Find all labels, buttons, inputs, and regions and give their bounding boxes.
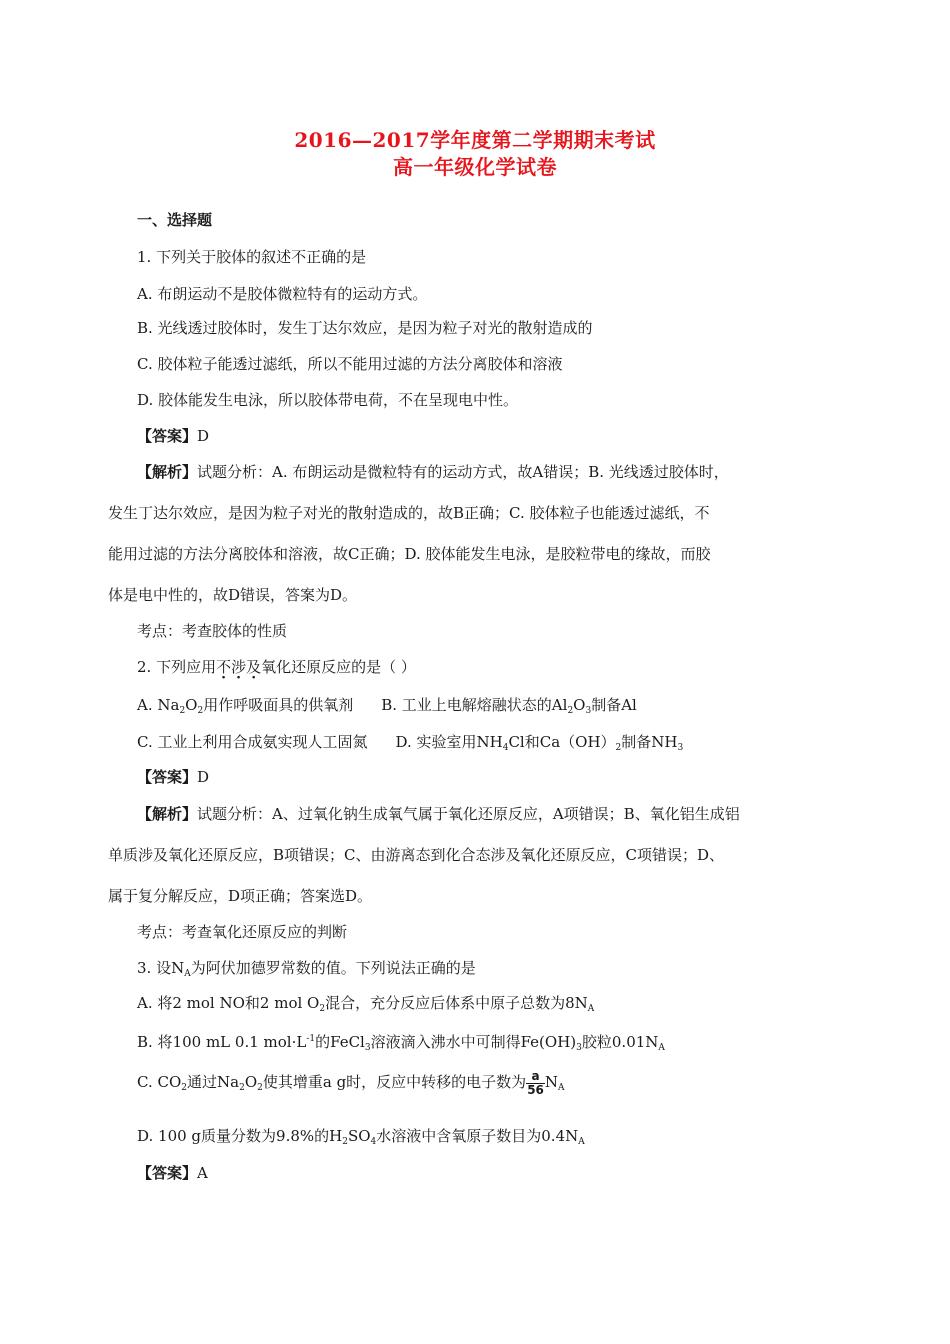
q2-option-d: D. 实验室用$NH_4Cl$和$Ca(OH)_2$制备$NH_3$ — [395, 733, 684, 753]
q1-answer-value: D — [197, 427, 210, 445]
exam-title: 2016—2017学年度第二学期期末考试 — [294, 128, 656, 152]
q3-option-c: C. $CO_2$通过$Na_2O_2$使其增重a g时，反应中转移的电子数为 $\frac{a}{56}$ $N_A$ — [137, 1068, 565, 1097]
q1-stem: 1. 下列关于胶体的叙述不正确的是 — [137, 248, 367, 266]
q2-option-a: A. $Na_2O_2$用作呼吸面具的供氧剂 — [137, 696, 354, 716]
q2-analysis-line-2: 单质涉及氧化还原反应，B项错误；C、由游离态到化合态涉及氧化还原反应，C项错误；D、 — [108, 846, 725, 864]
q2-option-c: C. 工业上利用合成氨实现人工固氮 — [137, 733, 368, 751]
fraction-a-over-56: $\frac{a}{56}$ — [527, 1068, 544, 1097]
q2-emphasis-char-3: 及 — [246, 658, 262, 676]
q1-option-b: B. 光线透过胶体时，发生丁达尔效应，是因为粒子对光的散射造成的 — [137, 319, 593, 337]
q2-emphasis-char-2: 涉 — [231, 658, 247, 676]
q1-option-d: D. 胶体能发生电泳，所以胶体带电荷，不在呈现电中性。 — [137, 391, 519, 409]
q2-point: 考点：考查氧化还原反应的判断 — [137, 923, 348, 941]
q3-option-b: B. 将100 mL 0.1 $mol\cdot L^{-1}$的FeCl$_3$溶液滴入沸水中可制得$Fe(OH)_3$胶粒$0.01N_A$ — [137, 1033, 665, 1053]
q1-option-a: A. 布朗运动不是胶体微粒特有的运动方式。 — [137, 285, 428, 303]
exam-subtitle: 高一年级化学试卷 — [393, 155, 557, 179]
section-heading: 一、选择题 — [137, 211, 213, 229]
q1-analysis-line-3: 能用过滤的方法分离胶体和溶液，故C正确；D. 胶体能发生电泳，是胶粒带电的缘故，而胶 — [108, 545, 711, 563]
answer-label: 【答案】 — [137, 768, 198, 786]
q1-analysis-text-1: 试题分析：A. 布朗运动是微粒特有的运动方式，故A错误；B. 光线透过胶体时， — [197, 463, 729, 481]
q1-analysis-line-4: 体是电中性的，故D错误，答案为D。 — [108, 586, 358, 604]
q2-options-ab — [137, 695, 637, 721]
q1-option-c: C. 胶体粒子能透过滤纸，所以不能用过滤的方法分离胶体和溶液 — [137, 355, 563, 373]
q2-stem-post: 氧化还原反应的是（ ） — [261, 658, 416, 676]
q2-answer — [137, 767, 209, 787]
q1-analysis-line-2: 发生丁达尔效应，是因为粒子对光的散射造成的，故B正确；C. 胶体粒子也能透过滤纸，不 — [108, 504, 710, 522]
q3-option-d: D. 100 g质量分数为9.8%的$H_2SO_4$水溶液中含氧原子数目为$0.4N_A$ — [137, 1127, 585, 1147]
q2-analysis-text-1: 试题分析：A、过氧化钠生成氧气属于氧化还原反应，A项错误；B、氧化铝生成铝 — [197, 805, 740, 823]
answer-label: 【答案】 — [137, 427, 198, 445]
q2-analysis-line-3: 属于复分解反应，D项正确；答案选D。 — [108, 887, 373, 905]
analysis-label: 【解析】 — [137, 805, 198, 823]
answer-label: 【答案】 — [137, 1164, 198, 1182]
q2-stem — [137, 657, 416, 677]
q2-analysis-line-1 — [137, 804, 740, 824]
q1-answer — [137, 426, 209, 446]
q3-option-a: A. 将2 mol NO和2 mol $O_2$混合，充分反应后体系中原子总数为$8N_A$ — [137, 994, 595, 1014]
q1-analysis-line-1 — [137, 462, 729, 482]
q3-answer — [137, 1163, 208, 1183]
q2-option-b: B. 工业上电解熔融状态的$Al_2O_3$制备Al — [381, 696, 637, 716]
q3-stem: 3. 设$N_A$为阿伏加德罗常数的值。下列说法正确的是 — [137, 959, 476, 979]
q2-answer-value: D — [197, 768, 210, 786]
q3-answer-value: A — [197, 1164, 208, 1182]
q2-stem-pre: 2. 下列应用 — [137, 658, 217, 676]
q2-options-cd — [137, 732, 683, 758]
q2-emphasis-char-1: 不 — [216, 658, 232, 676]
q1-point: 考点：考查胶体的性质 — [137, 622, 288, 640]
analysis-label: 【解析】 — [137, 463, 198, 481]
